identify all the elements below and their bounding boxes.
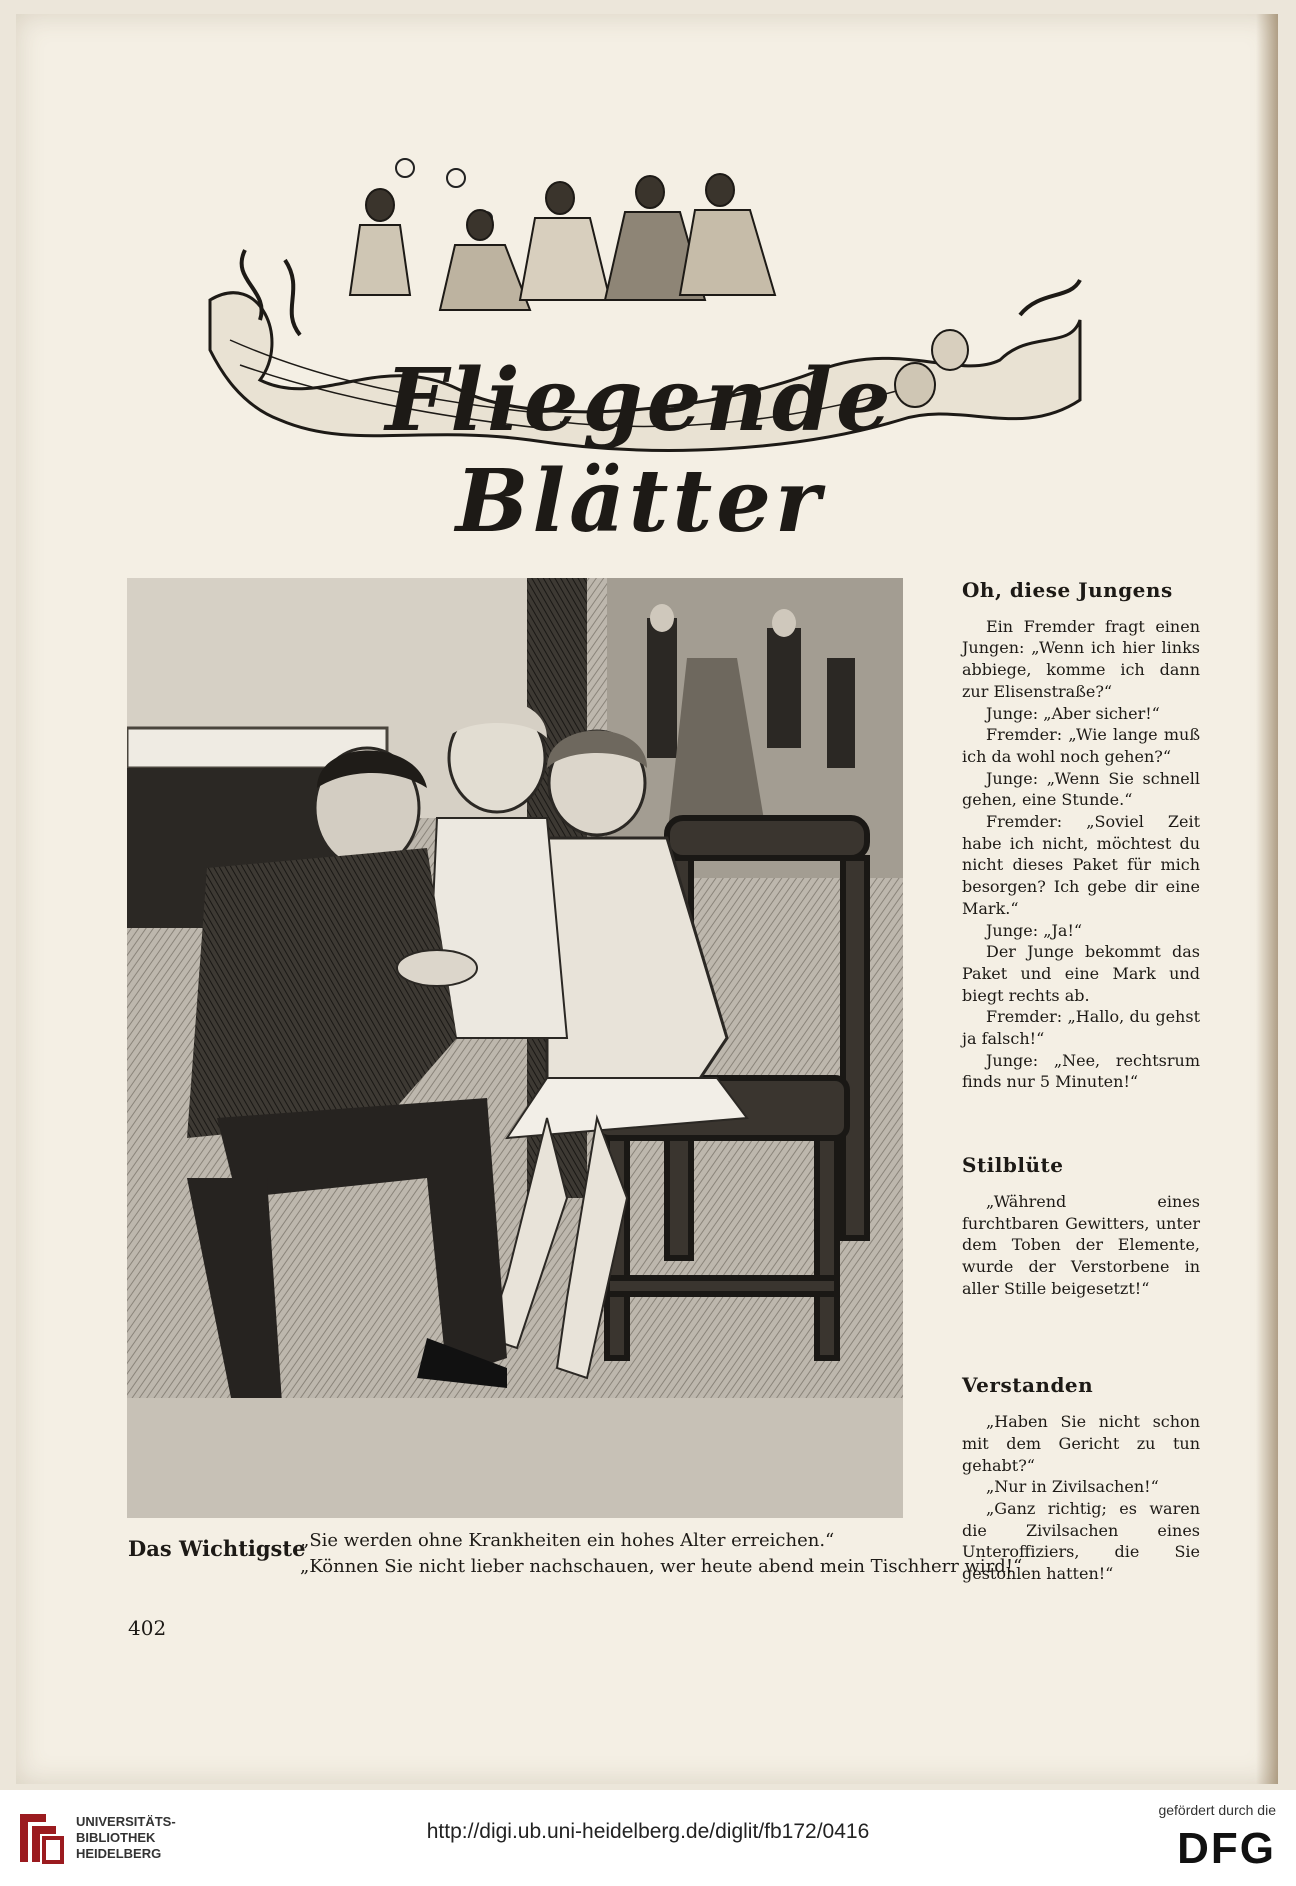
story-paragraph: Junge: „Wenn Sie schnell gehen, eine Stunde.“	[962, 768, 1200, 810]
page-number: 402	[128, 1616, 167, 1640]
source-url-link[interactable]: http://digi.ub.uni-heidelberg.de/diglit/fb172/0416	[426, 1820, 870, 1843]
story-paragraph: „Haben Sie nicht schon mit dem Gericht zu tun gehabt?“	[962, 1412, 1200, 1475]
story-heading: Stilblüte	[962, 1153, 1064, 1178]
footer-bar	[0, 1790, 1296, 1886]
story-paragraph: Junge: „Aber sicher!“	[986, 703, 1160, 723]
story-heading: Verstanden	[962, 1373, 1094, 1398]
library-name-line: UNIVERSITÄTS-	[76, 1814, 176, 1829]
story-paragraph: Junge: „Ja!“	[986, 920, 1083, 940]
story-paragraph: Junge: „Nee, rechtsrum finds nur 5 Minuten!“	[962, 1050, 1200, 1092]
story-paragraph: Ein Fremder fragt einen Jungen: „Wenn ich hier links abbiege, komme ich dann zur Elisenstraße?“	[962, 616, 1200, 701]
caption-line: „Können Sie nicht lieber nachschauen, wer heute abend mein Tischherr wird!“	[300, 1556, 1023, 1577]
story-paragraph: Fremder: „Soviel Zeit habe ich nicht, möchtest du nicht dieses Paket für mich besorgen? Ich gebe dir eine Mark.“	[962, 812, 1200, 918]
story-paragraph: „Ganz richtig; es waren die Zivilsachen eines Unteroffiziers, die Sie gestohlen hatten!“	[962, 1498, 1200, 1584]
story-paragraph: Fremder: „Hallo, du gehst ja falsch!“	[962, 1007, 1200, 1049]
page-spine-shadow	[1256, 14, 1278, 1784]
story-verstanden	[962, 1375, 1200, 1584]
side-column	[962, 580, 1200, 1585]
caption-line: „Sie werden ohne Krankheiten ein hohes Alter erreichen.“	[300, 1530, 835, 1551]
story-paragraph: „Nur in Zivilsachen!“	[986, 1477, 1159, 1497]
illustration	[127, 578, 903, 1518]
story-heading: Oh, diese Jungens	[962, 578, 1173, 602]
story-oh-diese-jungens	[962, 580, 1200, 1093]
library-name-line: HEIDELBERG	[76, 1846, 162, 1861]
story-stilbluete	[962, 1155, 1200, 1299]
story-paragraph: Fremder: „Wie lange muß ich da wohl noch gehen?“	[962, 725, 1200, 766]
story-paragraph: „Während eines furchtbaren Gewitters, unter dem Toben der Elemente, wurde der Verstorbene in aller Stille beigesetzt!“	[962, 1191, 1200, 1298]
masthead-title: Fliegende Blätter	[385, 350, 895, 552]
funded-by-label: gefördert durch die	[1158, 1802, 1276, 1818]
dfg-logo: DFG	[1177, 1824, 1276, 1873]
caption-heading: Das Wichtigste	[128, 1536, 306, 1561]
illustration-drawing	[127, 578, 903, 1518]
masthead	[200, 150, 1100, 552]
story-paragraph: Der Junge bekommt das Paket und eine Mark und biegt rechts ab.	[962, 942, 1200, 1005]
library-name-line: BIBLIOTHEK	[76, 1830, 156, 1845]
